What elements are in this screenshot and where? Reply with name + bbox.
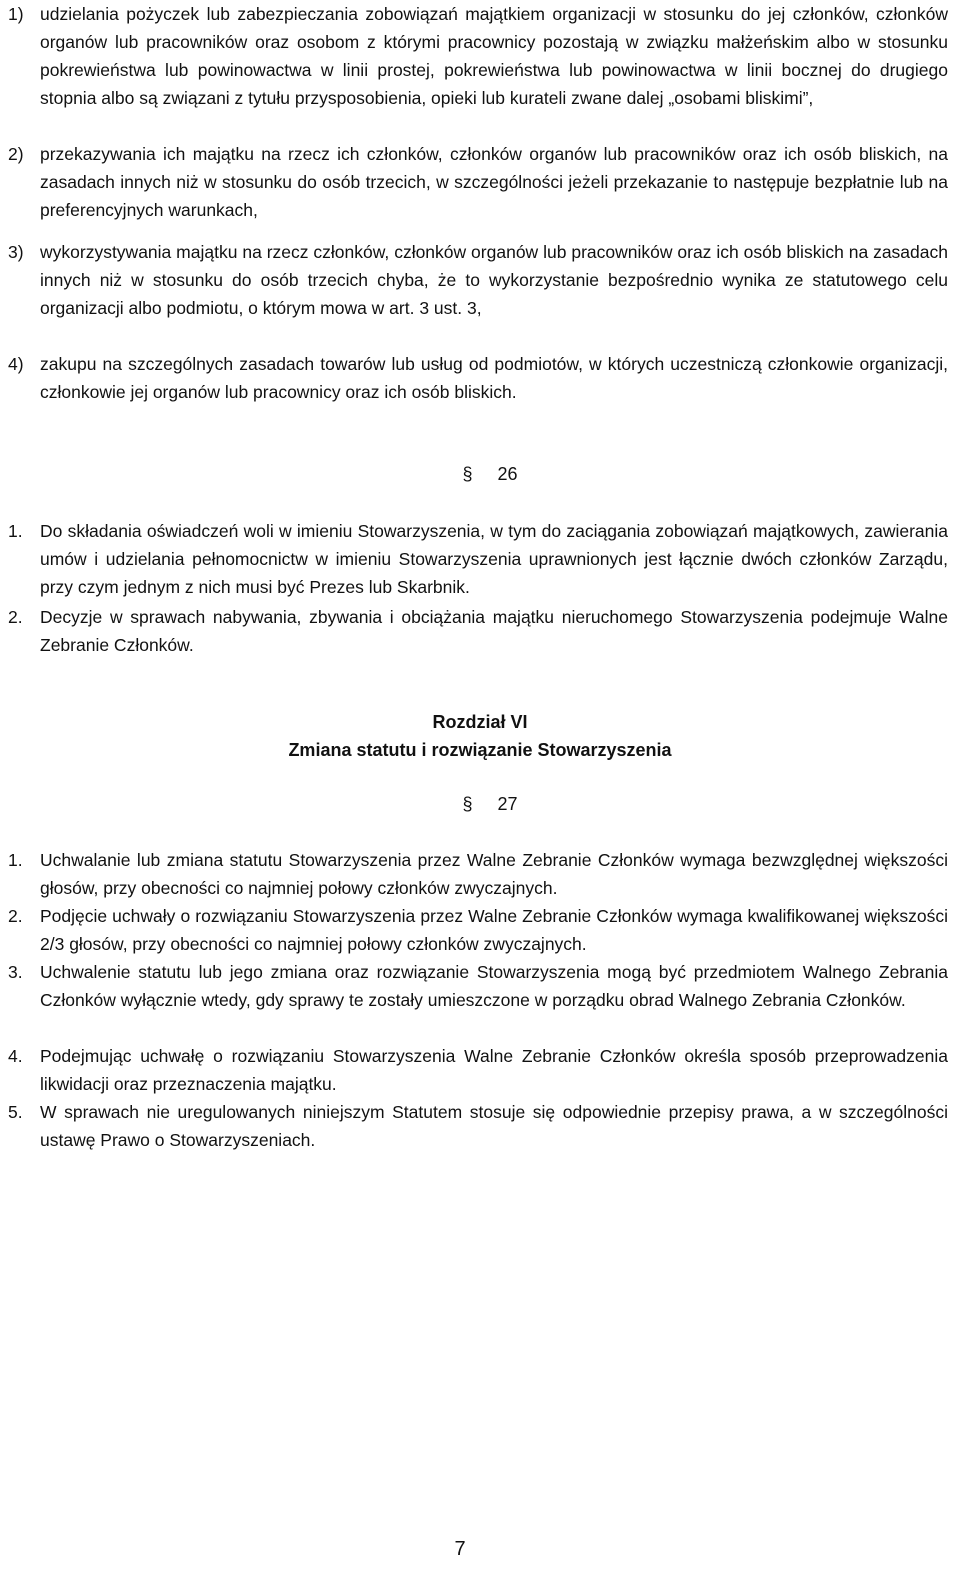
chapter-title: Rozdział VI: [432, 712, 528, 732]
list-text: udzielania pożyczek lub zabezpieczania zobowiązań majątkiem organizacji w stosunku do jej członków, członków organów lub pracowników oraz osobom z którymi pracownicy pozostają w związku małżeńskim albo w stosunku pokrewieństwa lub powinowactwa w linii prostej, pokrewieństwa lub powinowactwa w linii bocznej do drugiego stopnia albo są związani z tytułu przysposobienia, opieki lub kurateli zwane dalej „osobami bliskimi”,: [40, 4, 948, 108]
section-symbol: §: [462, 464, 473, 484]
list-item: [8, 517, 948, 601]
list-item: [8, 140, 948, 224]
chapter-subtitle: Zmiana statutu i rozwiązanie Stowarzyszenia: [288, 740, 672, 760]
list-item: [8, 0, 948, 112]
list-number: 2): [8, 144, 24, 164]
list-item: [8, 958, 948, 1014]
list-text: Do składania oświadczeń woli w imieniu Stowarzyszenia, w tym do zaciągania zobowiązań majątkowych, zawierania umów i udzielania pełnomocnictw w imieniu Stowarzyszenia uprawnionych jest łącznie dwóch członków Zarządu, przy czym jednym z nich musi być Prezes lub Skarbnik.: [40, 521, 948, 597]
list-text: Podejmując uchwałę o rozwiązaniu Stowarzyszenia Walne Zebranie Członków określa sposób przeprowadzenia likwidacji oraz przeznaczenia majątku.: [40, 1046, 948, 1094]
list-item: [8, 1098, 948, 1154]
list-text: Uchwalanie lub zmiana statutu Stowarzyszenia przez Walne Zebranie Członków wymaga bezwzględnej większości głosów, przy obecności co najmniej połowy członków zwyczajnych.: [40, 850, 948, 898]
list-item: [8, 238, 948, 322]
page-number: 7: [454, 1538, 466, 1560]
list-text: zakupu na szczególnych zasadach towarów lub usług od podmiotów, w których uczestniczą członkowie organizacji, członkowie jej organów lub pracownicy oraz ich osób bliskich.: [40, 354, 948, 402]
section-symbol: §: [462, 794, 473, 814]
list-number: 2.: [8, 607, 23, 627]
list-number: 3.: [8, 962, 23, 982]
list-number: 4): [8, 354, 24, 374]
list-text: przekazywania ich majątku na rzecz ich członków, członków organów lub pracowników oraz ich osób bliskich, na zasadach innych niż w stosunku do osób trzecich, w szczególności jeżeli przekazanie to następuje bezpłatnie lub na preferencyjnych warunkach,: [40, 144, 948, 220]
list-item: [8, 350, 948, 406]
list-text: Uchwalenie statutu lub jego zmiana oraz rozwiązanie Stowarzyszenia mogą być przedmiotem Walnego Zebrania Członków wyłącznie wtedy, gdy sprawy te zostały umieszczone w porządku obrad Walnego Zebrania Członków.: [40, 962, 948, 1010]
section-number: 27: [497, 794, 518, 814]
section-heading-27: [0, 790, 960, 818]
list-number: 5.: [8, 1102, 23, 1122]
section-number: 26: [497, 464, 518, 484]
section-heading-26: [0, 460, 960, 488]
list-number: 1.: [8, 850, 23, 870]
list-number: 3): [8, 242, 24, 262]
list-number: 2.: [8, 906, 23, 926]
list-number: 4.: [8, 1046, 23, 1066]
list-item: [8, 1042, 948, 1098]
list-text: Decyzje w sprawach nabywania, zbywania i obciążania majątku nieruchomego Stowarzyszenia podejmuje Walne Zebranie Członków.: [40, 607, 948, 655]
list-item: [8, 846, 948, 902]
list-item: [8, 603, 948, 659]
list-text: wykorzystywania majątku na rzecz członków, członków organów lub pracowników oraz ich osób bliskich na zasadach innych niż w stosunku do osób trzecich chyba, że to wykorzystanie bezpośrednio wynika ze statutowego celu organizacji albo podmiotu, o którym mowa w art. 3 ust. 3,: [40, 242, 948, 318]
list-item: [8, 902, 948, 958]
list-text: W sprawach nie uregulowanych niniejszym Statutem stosuje się odpowiednie przepisy prawa, a w szczególności ustawę Prawo o Stowarzyszeniach.: [40, 1102, 948, 1150]
list-number: 1): [8, 4, 24, 24]
list-text: Podjęcie uchwały o rozwiązaniu Stowarzyszenia przez Walne Zebranie Członków wymaga kwalifikowanej większości 2/3 głosów, przy obecności co najmniej połowy członków zwyczajnych.: [40, 906, 948, 954]
list-number: 1.: [8, 521, 23, 541]
